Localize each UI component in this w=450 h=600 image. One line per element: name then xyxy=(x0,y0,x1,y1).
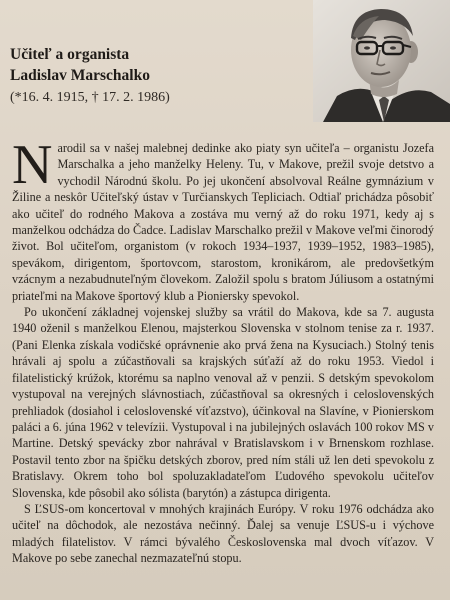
article-title-line1: Učiteľ a organista xyxy=(10,46,130,63)
article-body xyxy=(12,134,434,567)
portrait-photo xyxy=(313,0,450,122)
life-dates: (*16. 4. 1915, † 17. 2. 1986) xyxy=(10,90,170,105)
portrait-illustration xyxy=(313,0,450,122)
paragraph-3: S ĽSUS-om koncertoval v mnohých krajinách Európy. V roku 1976 odchádza ako učiteľ na dôchodok, ale nezostáva nečinný. Ďalej sa venuje ĽSUS-u i výchove mladých filatelistov. V rámci bývalého Československa mal dvoch víťazov. V Makove po sebe zanechal nezmazateľnú stopu. xyxy=(12,501,434,566)
paragraph-1 xyxy=(12,134,434,304)
paragraph-1-text: arodil sa v našej malebnej dedinke ako piaty syn učiteľa – organistu Jozefa Marschalka a jeho manželky Heleny. Tu, v Makove, prežil svoje detstvo a vychodil Národnú školu. Po jej ukončení absolvoval Reálne gymnázium v Žiline a neskôr Učiteľský ústav v Turčianskych Tepliciach. Odtiaľ prichádza pôsobiť ako učiteľ do rodného Makova a zostáva mu verný až do roku 1971, kedy aj s manželkou odchádza do Čadce. Ladislav Marschalko prežil v Makove veľmi činorodý život. Bol učiteľom, organistom (v rokoch 1934–1937, 1939–1952, 1983–1985), spevákom, dirigentom, športovcom, starostom, kronikárom, ale predovšetkým vzácnym a nezabudnuteľným človekom. Založil spolu s bratom Júliusom a ostatnými priateľmi na Makove športový klub a Pioniersky spevokol. xyxy=(12,141,434,303)
article-header xyxy=(10,44,300,108)
drop-cap: N xyxy=(12,134,53,196)
paragraph-2: Po ukončení základnej vojenskej služby sa vrátil do Makova, kde sa 7. augusta 1940 oženil s manželkou Elenou, majsterkou Slovenska v stolnom tenise za r. 1937. (Pani Elenka získala vodičské oprávnenie ako prvá žena na Kysuciach.) Stolný tenis hrávali aj spolu a zúčastňovali sa krajských súťaží až do roku 1953. Viedol i filatelistický krúžok, ktorému sa naplno venoval až v penzii. S detským spevokolom vystupoval na verejných slávnostiach, zúčastňoval sa okresných i celoslovenských prehliadok (dosiahol i celoslovenské víťazstvo), účinkoval na Slavíne, v Pionierskom paláci a 6. júna 1962 v televízii. Vystupoval i na jubilejných oslavách 100 rokov MS v Martine. Detský spevácky zbor nahrával v Bratislavskom i v Brnenskom rozhlase. Postavil tento zbor na špičku detských zborov, pred ním stáli už len deti spevokolu z Bratislavy. Okrem toho bol spoluzakladateľom Ľudového spevokolu učiteľov Slovenska, kde pôsobil ako sólista (barytón) a zástupca dirigenta. xyxy=(12,305,434,500)
article-title-line2: Ladislav Marschalko xyxy=(10,67,150,84)
